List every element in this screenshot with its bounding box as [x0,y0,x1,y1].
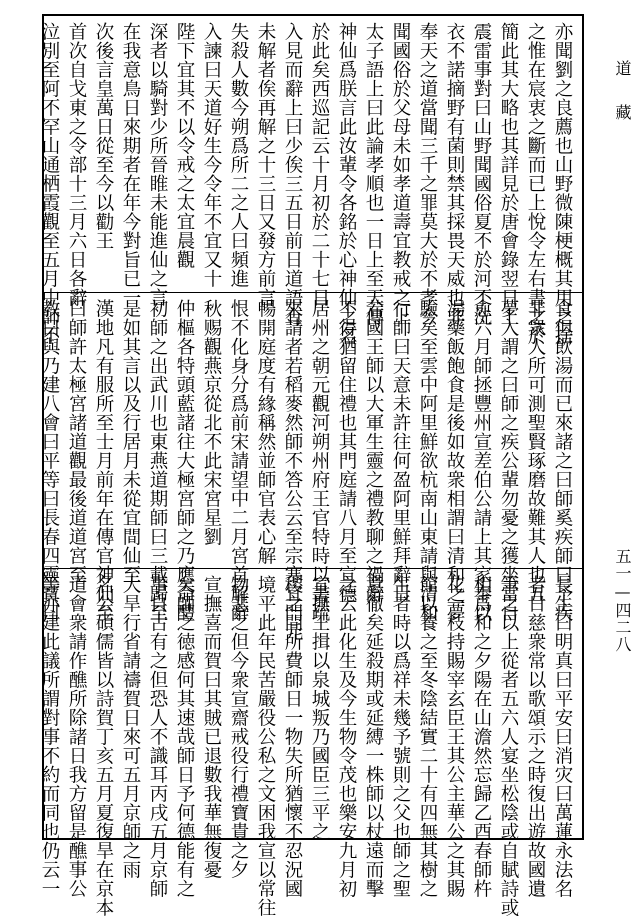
text-column: 意徹矣延殺期或延縛一株師以杖遠而擊 [363,575,384,898]
text-column: 漢地凡有服所至士月前年在傳官神仙至 [93,299,114,622]
text-column: 宣撫王揖以泉城叛乃國臣三平之 [309,575,330,841]
text-column: 深者以騎對少所晉睢未能進仙之言 [147,22,168,307]
text-column: 聞國俗於父母未如孝道壽宜教戒之上 [390,22,411,326]
text-column: 等亦建此議所謂對事不約而同也仍云一 [39,575,60,898]
text-column: 之云此化生及今生物令茂也樂安九月初 [336,575,357,898]
text-column: 矣師之徳感何其速哉師日予何德能有之 [174,575,195,898]
text-column: 未解者俟再解之十三日又發方前言 [255,22,276,307]
text-column: 太子語上曰此論孝順也一日上至天傳 [363,22,384,326]
text-column: 入諫曰天道好生今令年不宜又十 [201,22,222,288]
text-column: 首次自戈東之令部十三月六日各辭 [66,22,87,307]
text-column: 教曰與乃建八會曰平等曰長春四靈寶曰 [39,299,60,622]
text-column: 神仙爲朕言此汝輩令各銘於心神仙之名 [336,22,357,345]
text-column: 不得猶留住禮也其門庭請八月至宣德 [336,299,357,603]
text-column: 事自古有之但恐人不識耳丙戌五月京師 [147,575,168,898]
text-column: 花一枝持賜宰玄臣王其公主華公之其賜 [444,575,465,898]
column-group [36,299,576,641]
text-column: 非衆人所可測聖賢琢磨故難其人也五 [525,299,546,603]
text-column: 生者時以爲祥未幾予號則之父也師之聖 [390,575,411,898]
text-column: 失殺人數今朔爲所二之人曰頻進 [228,22,249,288]
column-group [36,575,576,917]
text-column: 道會衆請作醮所除諸日我方留是醮事公 [66,575,87,898]
text-column: 是如其言以及行居月未從宜間仙至 [120,299,141,584]
text-column: 衣不諾摘野有菌則禁其採畏天威也非 [444,22,465,326]
text-column: 居州之朝元觀河朔州府王官特時以書疏 [309,299,330,622]
text-column: 館以養之至冬陰結實二十有四無其樹之 [417,575,438,898]
text-column: 暢開庭度有緣稱然並師官表心解 [255,299,276,565]
text-column: 若國王師以大軍生靈之禮教聊之禍辭 [363,299,384,603]
text-column: 於此矣西巡記云十月初於二十七日 [309,22,330,307]
text-column: 筆之以上從者五六人宴坐松陰或自賦詩或 [498,575,519,917]
text-column: 震雷事對曰山野聞國俗夏不於河不洗 [471,22,492,326]
text-column: 簡此其大略也其詳見於唐會錄翌日上 [498,22,519,326]
text-column: 泣別至阿不罕山通栖霞觀至五月中師不 [39,22,60,345]
text-column: 相爲和之夕陽在山澹然忘歸乙酉春師杵 [471,575,492,898]
text-column: 者日慈衆常以歌頌示之時復出遊故國遺 [525,575,546,898]
text-column: 曰師許太極宮諸道觀最後道道宮至 [66,299,87,584]
text-column: 初師之出武川也東燕道期師曰三載歸至 [147,299,168,622]
text-column: 宣撫喜而賀曰其賊已退數我華無復憂 [201,575,222,879]
text-column: 食但飲湯而已來諸之曰師奚疾師曰予疾 [552,299,573,622]
column-group [36,22,576,345]
text-column: 入見而辭上曰少俟三五日前日道語有 [282,22,303,326]
text-column: 物悲之但今衆宣齋戒役行禮寶貴之夕 [228,575,249,879]
text-band-top [39,16,582,345]
text-band-bottom [39,568,582,917]
text-column: 秋赐觀燕京從北不此宋宮星劉 [201,299,222,546]
page-number: 五一—四二八 [613,548,632,653]
text-column: 長生曰明真曰平安曰消灾曰萬蓮永法名 [552,575,573,898]
side-label: 道 藏 [613,60,632,126]
text-column: 仲樞各特頭藍諸往大極宮師之乃應命醴 [174,299,195,622]
text-column: 稷之間所費師日一物失所猶懷不忍況國 [282,575,303,898]
text-column: 境平此年民苦嚴役公私之文困我宣以常往 [255,575,276,917]
text-column: 陛下宜其不以令戒之太宜晨觀 [174,22,195,269]
text-column: 在我意鳥日來期者在年今對旨已一 [120,22,141,307]
text-column: 行師曰天意未許往何盈阿里鮮拜辭日 [390,299,411,603]
text-column: 亦聞劉之良薦也山野微陳梗概其用之捨 [552,22,573,345]
text-column: 奉天之道當聞三千之罪莫大於不孝今 [417,22,438,326]
text-column: 之惟在宸衷之斷而已上悅令左右書之於 [525,22,546,345]
text-column: 湯藥飯飽食是後如故衆相謂曰清和之夢 [444,299,465,622]
text-column: 大旱行省請禱賀日來可五月京師之雨 [120,575,141,879]
text-column: 夢入謂之曰師之疾公輩勿憂之獲坐當自 [498,299,519,622]
text-column: 名公碩儒皆以詩賀丁亥五月夏復旱在京本 [93,575,114,917]
text-column: 來請者若稻麥然師不答公云至宗寒宜門元 [282,299,303,641]
text-column: 驗矣至雲中阿里鮮欲杭南山東請與清和 [417,299,438,622]
text-column: 愈六月師拯豐州宣差伯公請上其家奉以 [471,299,492,622]
text-column: 恨不化身分爲前宋請望中二月宮首解辭 [228,299,249,622]
text-band-middle [39,292,582,641]
text-column: 次後言皇萬日從至今以勸王 [93,22,114,250]
page-frame [39,14,584,917]
